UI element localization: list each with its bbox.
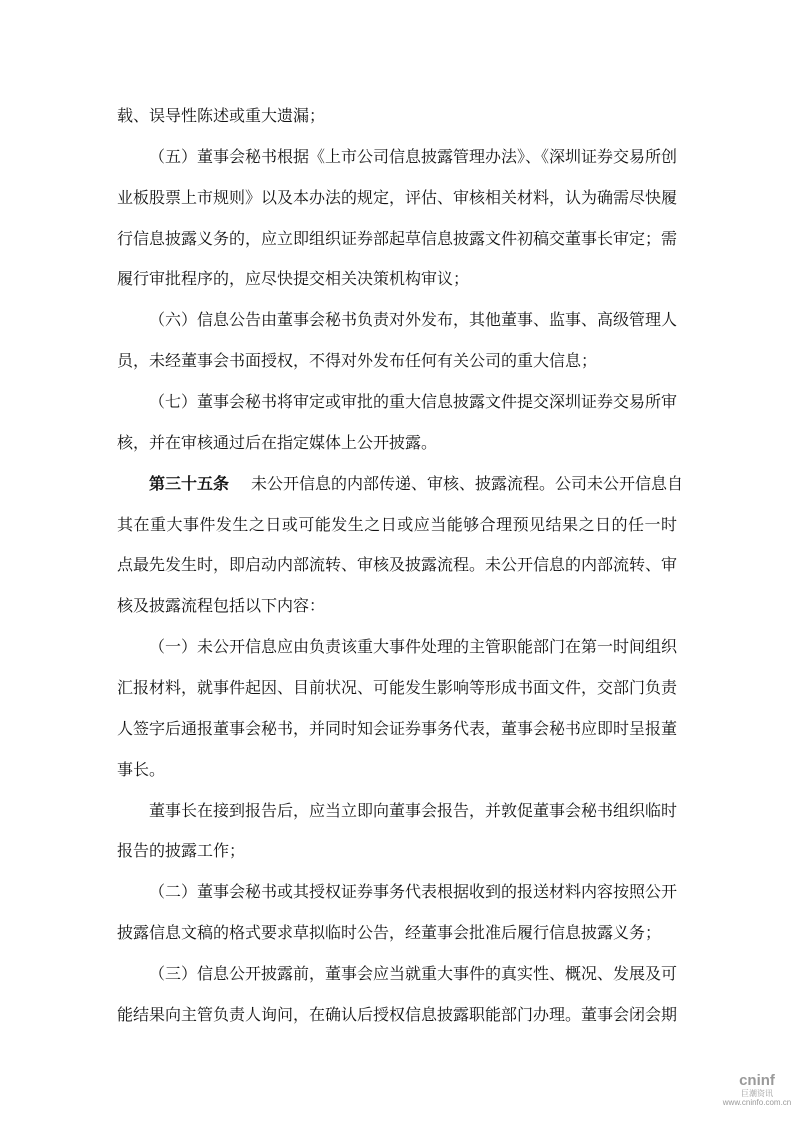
cninfo-watermark — [722, 1072, 792, 1108]
text-line — [117, 792, 677, 833]
paragraph — [117, 792, 677, 874]
text-line — [117, 832, 677, 873]
article-number: 第三十五条 — [149, 475, 230, 493]
line-text: 员，未经董事会书面授权，不得对外发布任何有关公司的重大信息； — [117, 353, 598, 371]
line-text: （五）董事会秘书根据《上市公司信息披露管理办法》、《深圳证券交易所创 — [149, 148, 678, 166]
line-text: 核，并在审核通过后在指定媒体上公开披露。 — [117, 434, 438, 452]
line-text: 汇报材料，就事件起因、目前状况、可能发生影响等形成书面文件，交部门负责 — [117, 680, 678, 698]
line-text: 报告的披露工作； — [117, 843, 246, 861]
text-line — [117, 873, 677, 914]
line-text: （三）信息公开披露前，董事会应当就重大事件的真实性、概况、发展及可 — [149, 966, 678, 984]
document-body — [117, 97, 684, 1037]
paragraph — [117, 873, 677, 955]
paragraph — [117, 97, 677, 138]
line-text: 未公开信息的内部传递、审核、披露流程。公司未公开信息自 — [251, 475, 684, 493]
watermark-url: www.cninfo.com.cn — [722, 1098, 792, 1107]
text-line — [117, 587, 677, 628]
line-text: 披露信息文稿的格式要求草拟临时公告，经董事会批准后履行信息披露义务； — [117, 925, 662, 943]
article-paragraph — [117, 465, 684, 628]
paragraph — [117, 138, 677, 301]
text-line — [117, 97, 677, 138]
text-line — [117, 424, 677, 465]
text-line — [117, 669, 677, 710]
line-text: （二）董事会秘书或其授权证券事务代表根据收到的报送材料内容按照公开 — [149, 884, 678, 902]
text-line — [117, 955, 677, 996]
text-line — [117, 628, 677, 669]
paragraph — [117, 955, 677, 1037]
line-text: （七）董事会秘书将审定或审批的重大信息披露文件提交深圳证券交易所审 — [149, 394, 678, 412]
line-text: 事长。 — [117, 761, 166, 779]
line-text: 点最先发生时，即启动内部流转、审核及披露流程。未公开信息的内部流转、审 — [117, 557, 678, 575]
text-line — [117, 138, 677, 179]
line-text: 行信息披露义务的，应立即组织证券部起草信息披露文件初稿交董事长审定；需 — [117, 230, 678, 248]
text-line — [117, 383, 677, 424]
text-line — [117, 465, 684, 506]
text-line — [117, 342, 677, 383]
text-line — [117, 914, 677, 955]
watermark-logo: cninf — [739, 1072, 775, 1089]
text-line — [117, 301, 677, 342]
text-line — [117, 546, 677, 587]
line-text: 履行审批程序的，应尽快提交相关决策机构审议； — [117, 271, 470, 289]
text-line — [117, 179, 677, 220]
line-text: （六）信息公告由董事会秘书负责对外发布，其他董事、监事、高级管理人 — [149, 312, 678, 330]
text-line — [117, 220, 677, 261]
paragraph — [117, 301, 677, 383]
line-text: 业板股票上市规则》以及本办法的规定，评估、审核相关材料，认为确需尽快履 — [117, 189, 678, 207]
watermark-name: 巨潮资讯 — [741, 1089, 773, 1098]
line-text: 董事长在接到报告后，应当立即向董事会报告，并敦促董事会秘书组织临时 — [149, 802, 678, 820]
line-text: （一）未公开信息应由负责该重大事件处理的主管职能部门在第一时间组织 — [149, 639, 678, 657]
line-text: 核及披露流程包括以下内容： — [117, 598, 326, 616]
line-text: 人签字后通报董事会秘书，并同时知会证券事务代表，董事会秘书应即时呈报董 — [117, 720, 678, 738]
line-text: 载、误导性陈述或重大遗漏； — [117, 108, 326, 125]
text-line — [117, 710, 677, 751]
text-line — [117, 506, 677, 547]
line-text: 能结果向主管负责人询问，在确认后授权信息披露职能部门办理。董事会闭会期 — [117, 1006, 678, 1024]
text-line — [117, 751, 677, 792]
line-text: 其在重大事件发生之日或可能发生之日或应当能够合理预见结果之日的任一时 — [117, 516, 677, 534]
text-line — [117, 996, 677, 1037]
paragraph — [117, 383, 677, 465]
text-line — [117, 260, 677, 301]
paragraph — [117, 628, 677, 791]
